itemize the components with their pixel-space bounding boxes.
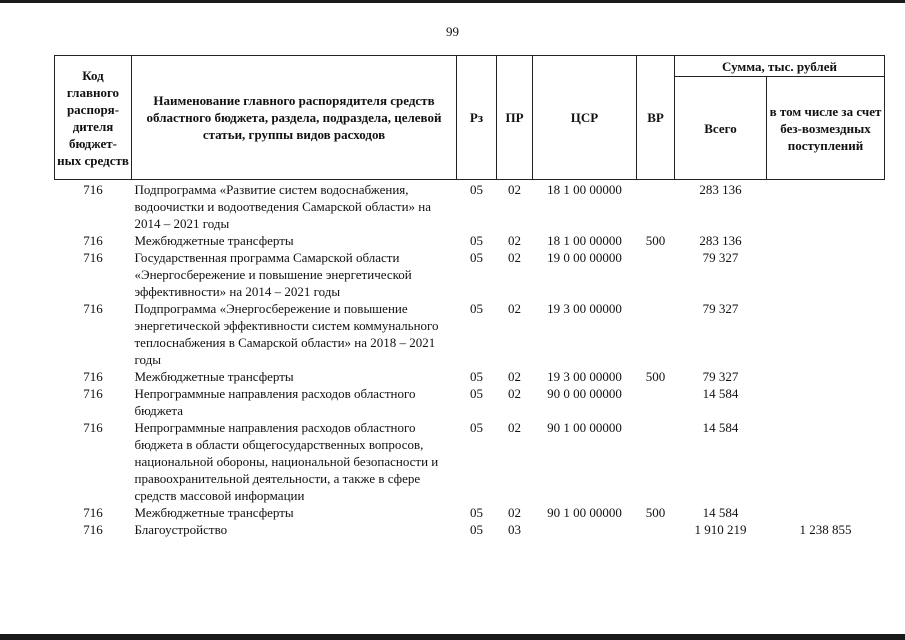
cell-incl-free (767, 504, 885, 521)
cell-rz: 05 (470, 233, 483, 248)
cell-total: 14 584 (702, 505, 739, 520)
header-vr: ВР (637, 56, 675, 180)
cell-total: 283 136 (699, 233, 742, 248)
table-row (55, 385, 885, 419)
cell-name: Непрограммные направления расходов областного бюджета (134, 386, 416, 418)
cell-total: 14 584 (702, 386, 739, 401)
cell-csr: 18 1 00 00000 (547, 233, 622, 248)
cell-name: Государственная программа Самарской области «Энергосбережение и повышение энергетической эффективности» на 2014 – 2021 годы (134, 250, 412, 299)
table-row (55, 368, 885, 385)
table-body (55, 180, 885, 539)
cell-rz: 05 (470, 369, 483, 384)
cell-total: 79 327 (702, 369, 739, 384)
cell-pr: 03 (508, 522, 521, 537)
cell-vr (637, 521, 675, 538)
table-row (55, 419, 885, 504)
cell-incl-free (767, 249, 885, 300)
cell-rz: 05 (470, 386, 483, 401)
cell-csr (533, 521, 637, 538)
cell-kod: 716 (83, 182, 103, 197)
table-row (55, 232, 885, 249)
cell-kod: 716 (83, 522, 103, 537)
page-number: 99 (446, 24, 459, 39)
cell-csr: 19 3 00 00000 (547, 369, 622, 384)
header-name: Наименование главного распорядителя средств областного бюджета, раздела, подраздела, целевой статьи, группы видов расходов (132, 56, 457, 180)
cell-incl-free (767, 385, 885, 419)
cell-name: Благоустройство (134, 522, 228, 537)
cell-total: 14 584 (702, 420, 739, 435)
cell-total: 1 910 219 (694, 522, 747, 537)
cell-name: Межбюджетные трансферты (134, 505, 294, 520)
cell-rz: 05 (470, 522, 483, 537)
cell-pr: 02 (508, 369, 521, 384)
cell-vr (637, 419, 675, 504)
table-row (55, 521, 885, 538)
cell-pr: 02 (508, 301, 521, 316)
cell-vr: 500 (645, 369, 666, 384)
cell-kod: 716 (83, 250, 103, 265)
cell-incl-free (767, 300, 885, 368)
cell-csr: 90 1 00 00000 (547, 505, 622, 520)
cell-pr: 02 (508, 233, 521, 248)
header-pr: ПР (497, 56, 533, 180)
cell-rz: 05 (470, 301, 483, 316)
header-kod: Код главного распоря-дителя бюджет-ных средств (55, 56, 132, 180)
header-total: Всего (675, 77, 767, 180)
table-header (55, 56, 885, 180)
header-rz: Рз (457, 56, 497, 180)
cell-vr (637, 385, 675, 419)
cell-incl-free (767, 180, 885, 233)
top-edge-line (0, 0, 905, 3)
header-incl-free: в том числе за счет без-возмездных поступлений (767, 77, 885, 180)
cell-kod: 716 (83, 505, 103, 520)
cell-name: Межбюджетные трансферты (134, 369, 294, 384)
cell-vr (637, 300, 675, 368)
cell-kod: 716 (83, 420, 103, 435)
cell-incl-free (767, 419, 885, 504)
cell-incl-free: 1 238 855 (799, 522, 852, 537)
cell-vr: 500 (645, 505, 666, 520)
cell-rz: 05 (470, 182, 483, 197)
cell-rz: 05 (470, 505, 483, 520)
cell-total: 79 327 (702, 301, 739, 316)
cell-kod: 716 (83, 369, 103, 384)
cell-rz: 05 (470, 250, 483, 265)
cell-vr: 500 (645, 233, 666, 248)
bottom-edge-line (0, 634, 905, 640)
cell-csr: 90 0 00 00000 (547, 386, 622, 401)
cell-name: Подпрограмма «Развитие систем водоснабжения, водоочистки и водоотведения Самарской области» на 2014 – 2021 годы (134, 182, 432, 231)
table-row (55, 249, 885, 300)
cell-csr: 18 1 00 00000 (547, 182, 622, 197)
cell-name: Непрограммные направления расходов областного бюджета в области общегосударственных вопросов, национальной обороны, национальной безопасности и правоохранительной деятельности, а также в сфере средств массовой информации (134, 420, 439, 503)
cell-kod: 716 (83, 233, 103, 248)
cell-vr (637, 249, 675, 300)
cell-pr: 02 (508, 386, 521, 401)
cell-name: Подпрограмма «Энергосбережение и повышение энергетической эффективности систем коммунального теплоснабжения в Самарской области» на 2018 – 2021 годы (134, 301, 439, 367)
header-csr: ЦСР (533, 56, 637, 180)
cell-pr: 02 (508, 420, 521, 435)
table-row (55, 504, 885, 521)
cell-incl-free (767, 368, 885, 385)
cell-csr: 90 1 00 00000 (547, 420, 622, 435)
cell-pr: 02 (508, 505, 521, 520)
cell-pr: 02 (508, 182, 521, 197)
table-row (55, 180, 885, 233)
cell-total: 283 136 (699, 182, 742, 197)
cell-kod: 716 (83, 386, 103, 401)
cell-total: 79 327 (702, 250, 739, 265)
cell-name: Межбюджетные трансферты (134, 233, 294, 248)
header-sum-group: Сумма, тыс. рублей (675, 56, 885, 77)
cell-rz: 05 (470, 420, 483, 435)
budget-table (54, 55, 885, 538)
cell-pr: 02 (508, 250, 521, 265)
cell-csr: 19 0 00 00000 (547, 250, 622, 265)
cell-kod: 716 (83, 301, 103, 316)
cell-csr: 19 3 00 00000 (547, 301, 622, 316)
cell-vr (637, 180, 675, 233)
table-row (55, 300, 885, 368)
cell-incl-free (767, 232, 885, 249)
